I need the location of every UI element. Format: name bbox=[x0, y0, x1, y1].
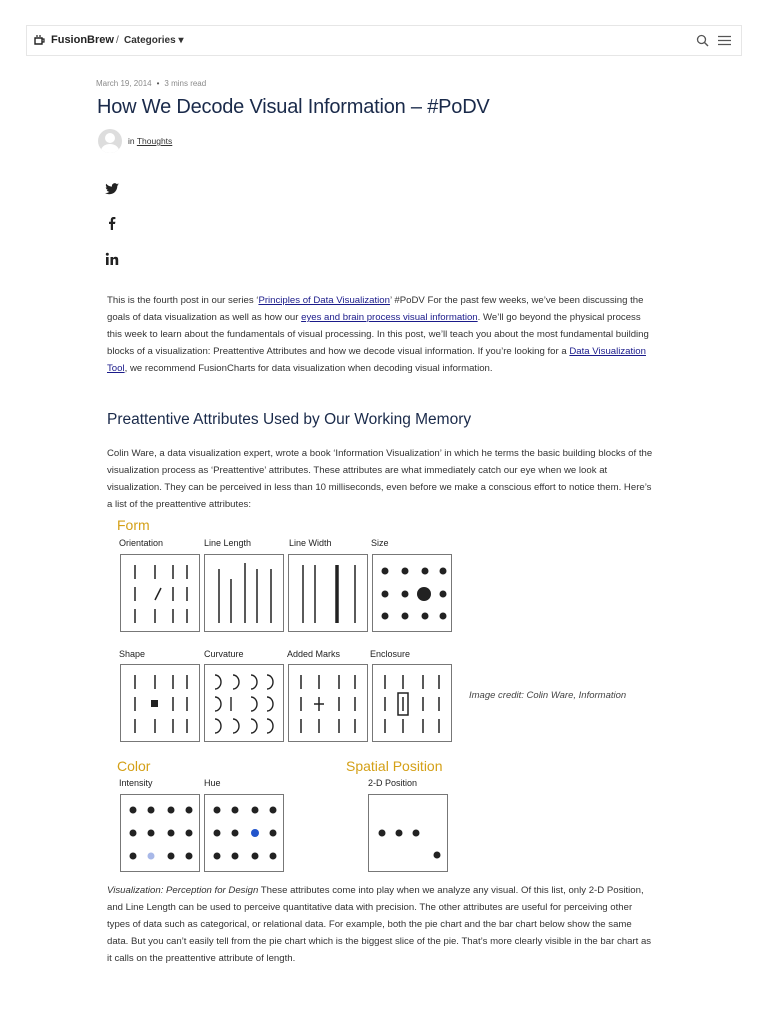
post-date: March 19, 2014 bbox=[96, 79, 152, 88]
top-navbar bbox=[26, 25, 742, 56]
preattentive-attributes-figure bbox=[106, 514, 466, 880]
post-meta: March 19, 2014 • 3 mins read bbox=[96, 79, 207, 88]
size-panel bbox=[372, 554, 452, 632]
line-length-panel bbox=[204, 554, 284, 632]
breadcrumb-separator: / bbox=[116, 35, 119, 46]
form-heading: Form bbox=[117, 517, 150, 533]
coffee-cup-icon bbox=[34, 34, 46, 46]
avatar[interactable] bbox=[98, 129, 122, 153]
book-title: Visualization: Perception for Design bbox=[107, 885, 259, 896]
linkedin-icon[interactable] bbox=[104, 251, 120, 267]
curvature-panel bbox=[204, 664, 284, 742]
in-label: in bbox=[128, 136, 135, 146]
brand-logo-link[interactable] bbox=[34, 34, 114, 46]
categories-dropdown[interactable]: Categories ▾ bbox=[124, 35, 184, 46]
enclosure-label: Enclosure bbox=[370, 649, 411, 659]
intensity-label: Intensity bbox=[119, 778, 153, 788]
section-heading: Preattentive Attributes Used by Our Working Memory bbox=[107, 411, 472, 428]
intensity-panel bbox=[120, 794, 200, 872]
color-heading: Color bbox=[117, 758, 151, 774]
intro-paragraph: This is the fourth post in our series ‘Principles of Data Visualization’ #PoDV For the past few weeks, we’ve been discussing the goals of data visualization as well as how our eyes and brain process visual information. We’ll go beyond the physical process this week to learn about the fundamentals of visual processing. In this post, we’ll teach you about the most fundamental building blocks of a visualization: Preattentive Attributes and how we decode visual information. If you’re looking for a Data Visualization Tool, we recommend FusionCharts for data visualization when decoding visual information. bbox=[107, 295, 649, 374]
orientation-panel bbox=[120, 554, 200, 632]
line-width-panel bbox=[288, 554, 368, 632]
line-length-label: Line Length bbox=[204, 538, 252, 548]
attributes-paragraph: Visualization: Perception for Design These attributes come into play when we analyze any visual. Of this list, only 2-D Position, and Line Length can be used to perceive quantitative data with precision. The other attributes are useful for perceiving other types of data such as categorical, or relational data. For example, both the pie chart and the bar chart below show the same data. But you can’t easily tell from the pie chart which is the biggest slice of the pie. That’s more clearly visible in the bar chart as it calls on the preattentive attribute of length. bbox=[107, 885, 652, 964]
author-row bbox=[98, 129, 172, 153]
size-label: Size bbox=[371, 538, 389, 548]
facebook-icon[interactable] bbox=[104, 215, 120, 231]
added-marks-panel bbox=[288, 664, 368, 742]
category-link[interactable]: Thoughts bbox=[136, 136, 173, 146]
data-viz-tool-link[interactable]: Data Visualization Tool bbox=[107, 346, 646, 374]
hue-panel bbox=[204, 794, 284, 872]
2d-position-panel bbox=[368, 794, 448, 872]
image-credit: Image credit: Colin Ware, Information bbox=[469, 690, 627, 701]
added-marks-label: Added Marks bbox=[287, 649, 341, 659]
enclosure-panel bbox=[372, 664, 452, 742]
ware-paragraph: Colin Ware, a data visualization expert, wrote a book ‘Information Visualization’ in which he terms the basic building blocks of the visualization process as ‘Preattentive’ attributes. These attributes are what immediately catch our eye when we look at visualization. They can be perceived in less than 10 milliseconds, even before we make a conscious effort to notice them. Here’s a list of the preattentive attributes: bbox=[107, 448, 653, 510]
shape-label: Shape bbox=[119, 649, 146, 659]
hue-label: Hue bbox=[204, 778, 221, 788]
read-time: 3 mins read bbox=[164, 79, 207, 88]
series-link[interactable]: Principles of Data Visualization bbox=[258, 295, 390, 306]
brand-name: FusionBrew bbox=[51, 34, 114, 46]
2d-position-label: 2-D Position bbox=[368, 778, 418, 788]
shape-panel bbox=[120, 664, 200, 742]
twitter-icon[interactable] bbox=[104, 181, 120, 197]
curvature-label: Curvature bbox=[204, 649, 244, 659]
eyes-brain-link[interactable]: eyes and brain process visual information bbox=[301, 312, 478, 323]
spatial-position-heading: Spatial Position bbox=[346, 758, 443, 774]
post-title: How We Decode Visual Information – #PoDV bbox=[97, 96, 490, 118]
line-width-label: Line Width bbox=[289, 538, 332, 548]
search-icon[interactable] bbox=[696, 34, 709, 47]
hamburger-menu-icon[interactable] bbox=[718, 35, 731, 46]
orientation-label: Orientation bbox=[119, 538, 164, 548]
